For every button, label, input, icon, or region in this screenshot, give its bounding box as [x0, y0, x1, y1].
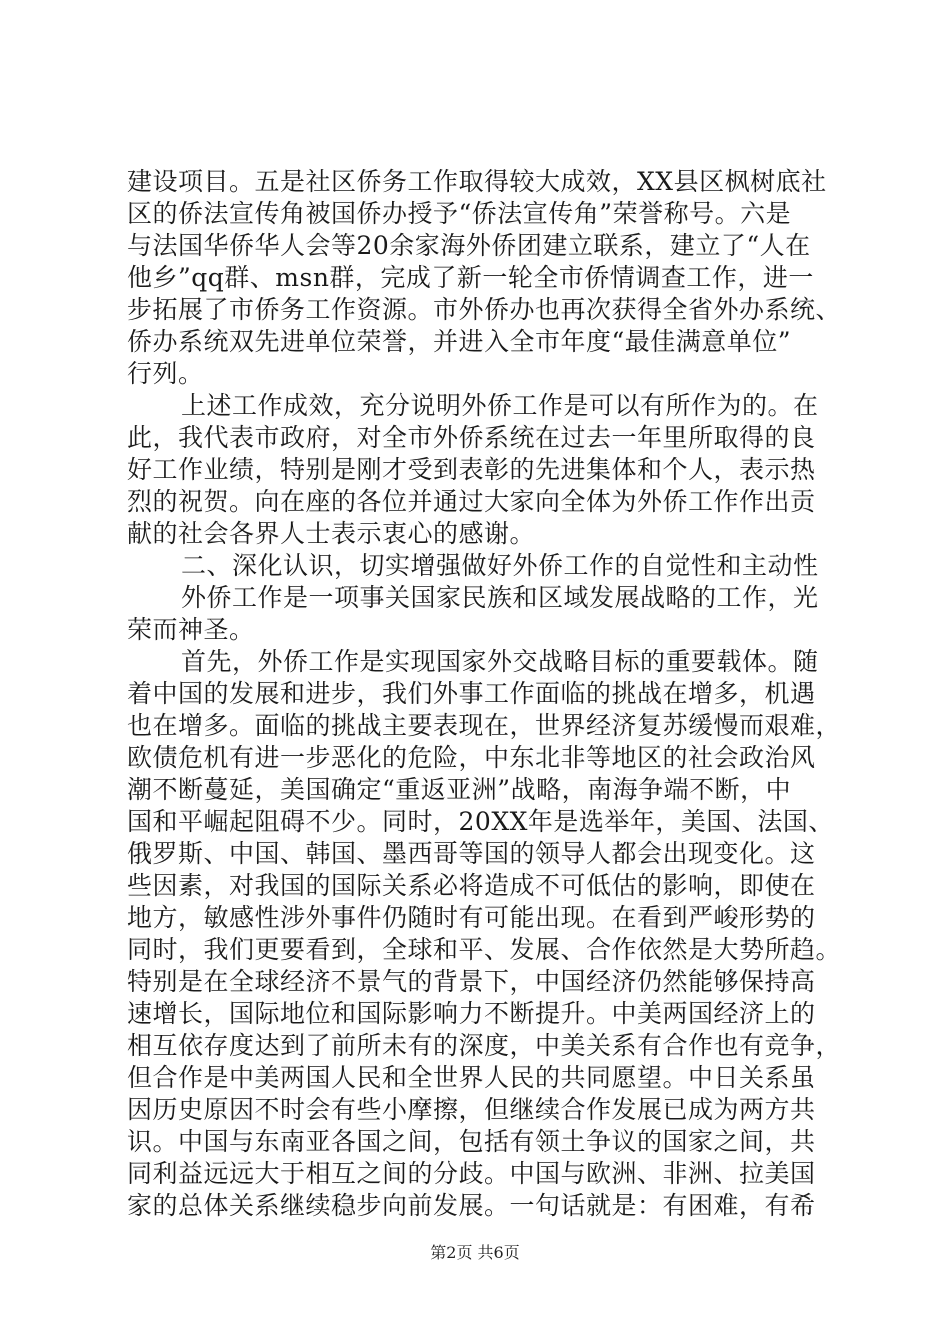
paragraph-start-line: 首先，外侨工作是实现国家外交战略目标的重要载体。随 [181, 647, 819, 676]
page-number-footer: 第2页 共6页 [430, 1243, 520, 1262]
text-line: 俄罗斯、中国、韩国、墨西哥等国的领导人都会出现变化。这 [127, 839, 816, 868]
text-line: 着中国的发展和进步，我们外事工作面临的挑战在增多，机遇 [127, 679, 816, 708]
text-line: 建设项目。五是社区侨务工作取得较大成效，XX县区枫树底社 [127, 167, 827, 196]
text-line: 同时，我们更要看到，全球和平、发展、合作依然是大势所趋。 [127, 935, 842, 964]
text-line: 潮不断蔓延，美国确定“重返亚洲”战略，南海争端不断，中 [127, 775, 792, 804]
text-line: 荣而神圣。 [127, 615, 255, 644]
text-line: 也在增多。面临的挑战主要表现在，世界经济复苏缓慢而艰难， [127, 711, 842, 740]
text-line: 侨办系统双先进单位荣誉，并进入全市年度“最佳满意单位” [127, 327, 792, 356]
text-line: 些因素，对我国的国际关系必将造成不可低估的影响，即使在 [127, 871, 816, 900]
section-heading: 二、深化认识，切实增强做好外侨工作的自觉性和主动性 [181, 551, 819, 580]
text-line: 烈的祝贺。向在座的各位并通过大家向全体为外侨工作作出贡 [127, 487, 816, 516]
text-line: 步拓展了市侨务工作资源。市外侨办也再次获得全省外办系统、 [127, 295, 842, 324]
text-line: 区的侨法宣传角被国侨办授予“侨法宣传角”荣誉称号。六是 [127, 199, 792, 228]
text-line: 识。中国与东南亚各国之间，包括有领土争议的国家之间，共 [127, 1127, 816, 1156]
text-line: 地方，敏感性涉外事件仍随时有可能出现。在看到严峻形势的 [127, 903, 816, 932]
document-body [127, 166, 842, 1222]
text-line: 好工作业绩，特别是刚才受到表彰的先进集体和个人，表示热 [127, 455, 816, 484]
text-line: 特别是在全球经济不景气的背景下，中国经济仍然能够保持高 [127, 967, 816, 996]
text-line: 与法国华侨华人会等20余家海外侨团建立联系，建立了“人在 [127, 231, 811, 260]
paragraph-start-line: 外侨工作是一项事关国家民族和区域发展战略的工作，光 [181, 583, 819, 612]
text-line: 他乡”qq群、msn群，完成了新一轮全市侨情调查工作，进一 [127, 263, 814, 292]
text-line: 因历史原因不时会有些小摩擦，但继续合作发展已成为两方共 [127, 1095, 816, 1124]
paragraph-start-line: 上述工作成效，充分说明外侨工作是可以有所作为的。在 [181, 391, 819, 420]
text-line: 国和平崛起阻碍不少。同时，20XX年是选举年，美国、法国、 [127, 807, 834, 836]
text-line: 行列。 [127, 359, 204, 388]
text-line: 但合作是中美两国人民和全世界人民的共同愿望。中日关系虽 [127, 1063, 816, 1092]
text-line: 欧债危机有进一步恶化的危险，中东北非等地区的社会政治风 [127, 743, 816, 772]
text-line: 献的社会各界人士表示衷心的感谢。 [127, 519, 536, 548]
text-line: 相互依存度达到了前所未有的深度，中美关系有合作也有竞争， [127, 1031, 842, 1060]
text-line: 此，我代表市政府，对全市外侨系统在过去一年里所取得的良 [127, 423, 816, 452]
text-line: 速增长，国际地位和国际影响力不断提升。中美两国经济上的 [127, 999, 816, 1028]
text-line: 家的总体关系继续稳步向前发展。一句话就是：有困难，有希 [127, 1191, 816, 1220]
text-line: 同利益远远大于相互之间的分歧。中国与欧洲、非洲、拉美国 [127, 1159, 816, 1188]
